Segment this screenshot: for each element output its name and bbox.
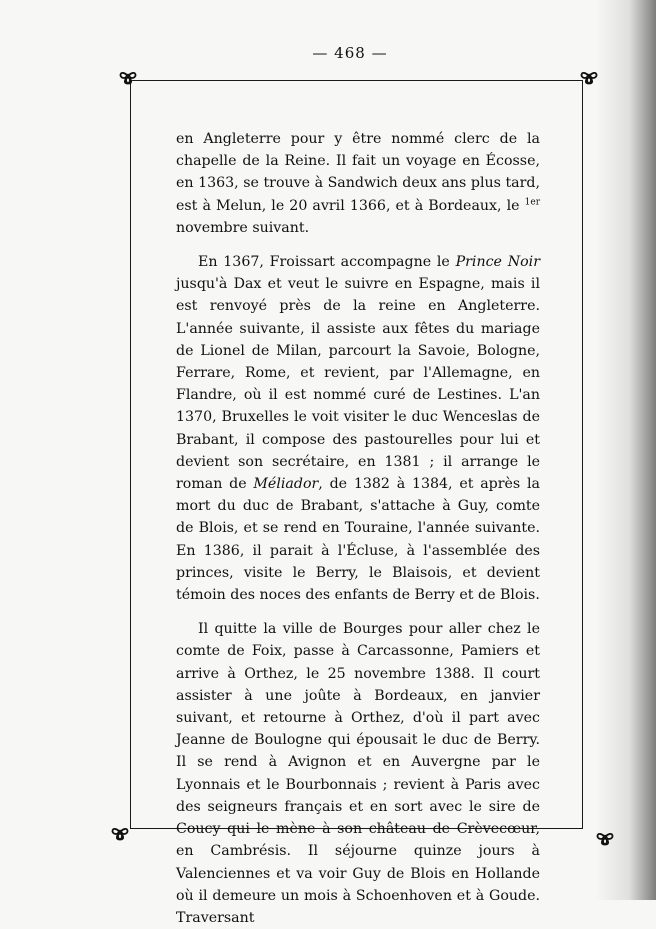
body-text	[176, 128, 540, 929]
meliador-italic: Méliador	[253, 476, 319, 493]
paragraph-3-text: Il quitte la ville de Bourges pour aller chez le comte de Foix, passe à Carcassonne, Pamiers et arrive à Orthez, le 25 novembre 1388. Il court assister à une joûte à Bordeaux, en janvier suivant, et retourne à Orthez, d'où il part avec Jeanne de Boulogne qui épousait le duc de Berry. Il se rend à Avignon et en Auvergne par le Lyonnais et le Bourbonnais ; revient à Paris avec des seigneurs français et en sort avec le sire de Coucy qui le mène à son château de Crèvecœur, en Cambrésis. Il séjourne quinze jours à Valenciennes et va voir Guy de Blois en Hollande où il demeure un mois à Schoenhoven et à Goude. Traversant	[176, 621, 540, 926]
prince-noir-italic: Prince Noir	[455, 254, 540, 271]
corner-ornament-icon	[108, 820, 132, 844]
page-edge-shadow	[596, 0, 656, 900]
paragraph-2-text-c: , de 1382 à 1384, et après la mort du duc de Brabant, s'attache à Guy, comte de Blois, et se rend en Touraine, l'année suivante. En 1386, il parait à l'Écluse, à l'assemblée des princes, visite le Berry, le Blaisois, et devient témoin des noces des enfants de Berry et de Blois.	[176, 476, 540, 604]
corner-ornament-icon	[577, 64, 601, 88]
paragraph-3	[176, 618, 540, 929]
corner-ornament-icon	[116, 64, 140, 88]
paragraph-1-text: en Angleterre pour y être nommé clerc de la chapelle de la Reine. Il fait un voyage en Écosse, en 1363, se trouve à Sandwich deux ans plus tard, est à Melun, le 20 avril 1366, et à Bordeaux, le	[176, 131, 540, 214]
paragraph-1	[176, 128, 540, 239]
ordinal-superscript: 1er	[524, 196, 540, 207]
paragraph-2-text-b: jusqu'à Dax et veut le suivre en Espagne, mais il est renvoyé près de la reine en Angleterre. L'année suivante, il assiste aux fêtes du mariage de Lionel de Milan, parcourt la Savoie, Bologne, Ferrare, Rome, et revient, par l'Allemagne, en Flandre, où il est nommé curé de Lestines. L'an 1370, Bruxelles le voit visiter le duc Wenceslas de Brabant, il compose des pastourelles pour lui et devient son secrétaire, en 1381 ; il arrange le roman de	[176, 276, 540, 493]
paragraph-2	[176, 251, 540, 606]
paragraph-1-text-end: novembre suivant.	[176, 219, 310, 236]
page-number: — 468 —	[312, 44, 388, 62]
paragraph-2-text-a: En 1367, Froissart accompagne le	[198, 254, 456, 271]
corner-ornament-icon	[593, 825, 617, 849]
